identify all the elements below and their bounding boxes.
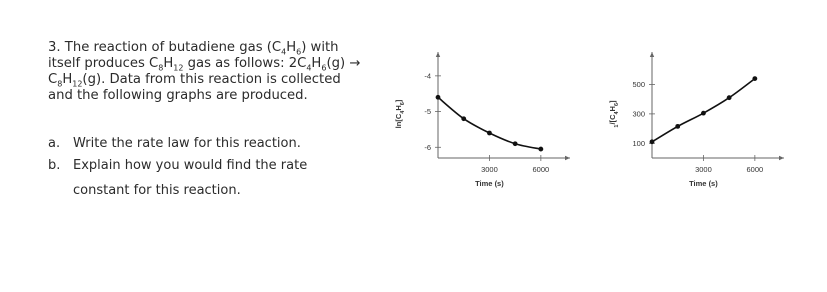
sub-question-text: Explain how you would find the rate: [73, 158, 308, 173]
data-point: [436, 95, 441, 100]
data-series-line: [438, 97, 541, 149]
data-point: [461, 116, 466, 121]
y-tick-label: 500: [632, 79, 645, 89]
sub-question-a: [48, 133, 307, 155]
data-point: [675, 124, 680, 129]
sub-question-list: [48, 133, 307, 202]
question-text: 3. The reaction of butadiene gas $(C_4H_6)$ with itself produces $C_8H_{12}$ gas as follows: $2C_4H_6(g) \to C_8H_{12}(g)$. Data from this reaction is collected and the following graphs are produced.: [48, 40, 361, 103]
y-tick-label: -4: [424, 71, 431, 81]
x-tick-label: 6000: [532, 165, 550, 174]
data-point: [701, 111, 706, 116]
x-axis-title: Time (s): [475, 179, 504, 188]
x-tick-label: 3000: [695, 165, 712, 174]
y-tick-label: -5: [424, 107, 431, 117]
chart-inverse-concentration: [597, 50, 792, 215]
sub-question-b-continued: [48, 180, 307, 202]
x-axis-arrow-icon: [565, 156, 570, 160]
data-point: [538, 147, 543, 152]
y-tick-label: 100: [632, 138, 645, 148]
data-point: [650, 139, 655, 144]
data-point: [727, 95, 732, 100]
y-axis-arrow-icon: [650, 52, 654, 57]
data-point: [752, 76, 757, 81]
sub-question-b: [48, 155, 307, 177]
x-axis-title: Time (s): [689, 179, 718, 188]
sub-question-text: constant for this reaction.: [73, 183, 241, 198]
chart-ln-concentration: [383, 50, 578, 215]
sub-question-letter: a.: [48, 136, 61, 151]
y-axis-title: $\ln[C_4H_6]$: [394, 99, 406, 129]
sub-question-letter: b.: [48, 158, 61, 173]
y-tick-label: -6: [424, 142, 431, 152]
data-point: [487, 131, 492, 136]
x-axis-arrow-icon: [779, 156, 784, 160]
data-series-line: [652, 79, 755, 142]
x-tick-label: 6000: [746, 165, 764, 174]
y-axis-arrow-icon: [436, 52, 440, 57]
y-tick-label: 300: [632, 109, 645, 119]
y-axis-title: $_1/[C_4H_6]$: [608, 100, 620, 128]
x-tick-label: 3000: [481, 165, 498, 174]
sub-question-text: Write the rate law for this reaction.: [73, 136, 301, 151]
data-point: [513, 141, 518, 146]
